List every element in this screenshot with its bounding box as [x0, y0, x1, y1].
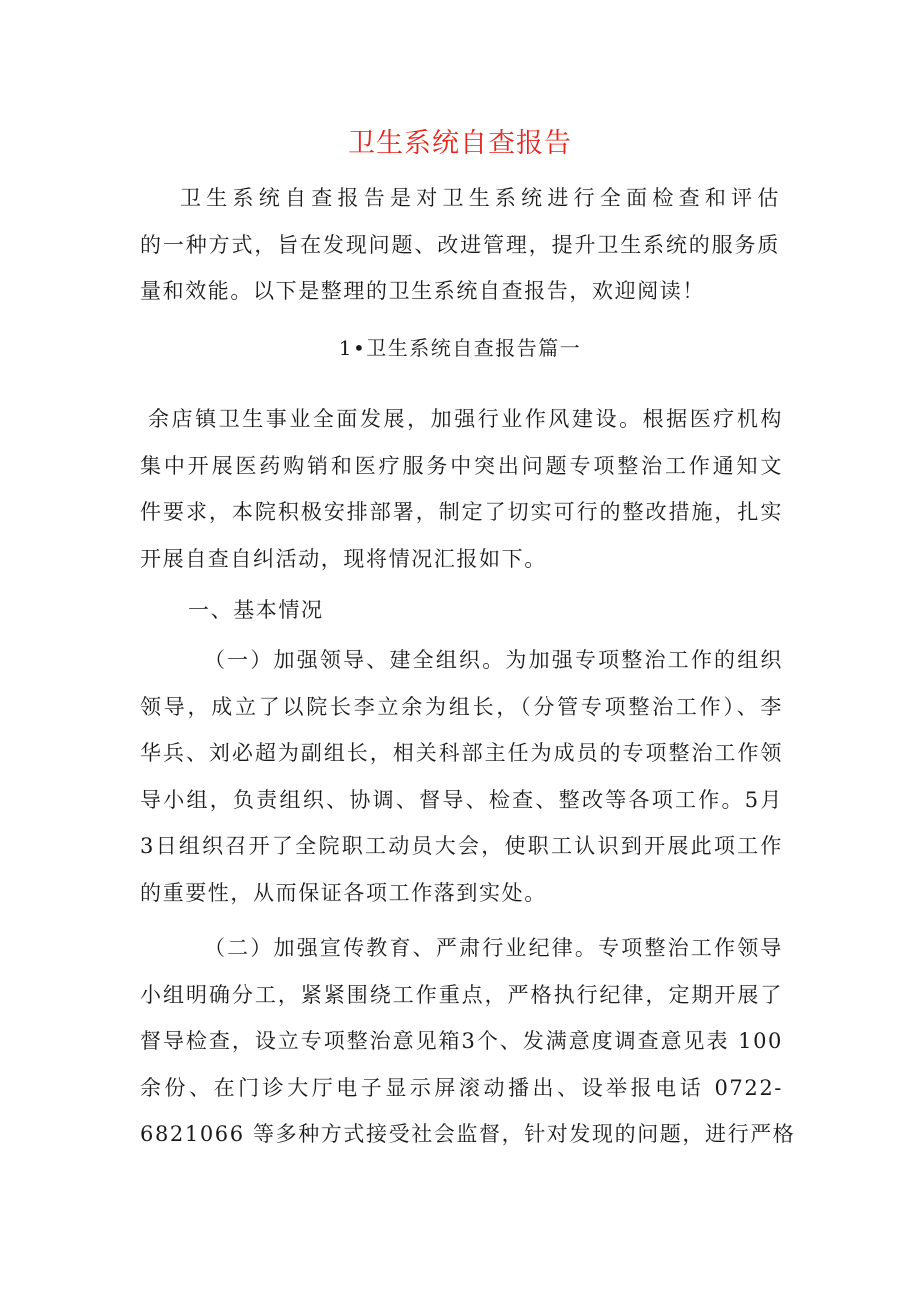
text-line: （二）加强宣传教育、严肃行业纪律。专项整治工作领导	[204, 936, 783, 960]
text-line: 一、基本情况	[188, 598, 324, 622]
text-line: 件要求，本院积极安排部署，制定了切实可行的整改措施，扎实	[140, 500, 783, 524]
intro-paragraph	[140, 175, 780, 315]
text-line: 华兵、刘必超为副组长，相关科部主任为成员的专项整治工作领	[140, 741, 783, 765]
text-line: 余店镇卫生事业全面发展，加强行业作风建设。根据医疗机构	[148, 407, 783, 431]
section-heading: 1•卫生系统自查报告篇一	[338, 336, 582, 360]
text-line: 的重要性，从而保证各项工作落到实处。	[140, 880, 547, 905]
text-line: 量和效能。以下是整理的卫生系统自查报告，欢迎阅读！	[140, 279, 705, 303]
text-line: 督导检查，设立专项整治意见箱3个、发满意度调查意见表 100	[140, 1029, 783, 1053]
text-line: 卫生系统自查报告是对卫生系统进行全面检查和评估	[180, 186, 780, 210]
text-line: 导小组，负责组织、协调、督导、检查、整改等各项工作。5月	[140, 787, 783, 812]
text-line: 领导，成立了以院长李立余为组长，（分管专项整治工作）、李	[140, 694, 783, 719]
paragraph-3	[140, 925, 796, 1158]
text-line: 小组明确分工，紧紧围绕工作重点，严格执行纪律，定期开展了	[140, 982, 783, 1007]
subheading-basic-situation	[188, 587, 488, 634]
text-line: 余份、在门诊大厅电子显示屏滚动播出、设举报电话 0722-	[140, 1075, 783, 1100]
paragraph-1	[140, 396, 783, 582]
text-line: 6821066 等多种方式接受社会监督，针对发现的问题，进行严格	[140, 1122, 796, 1146]
text-line: 开展自查自纠活动，现将情况汇报如下。	[140, 546, 547, 571]
text-line: 3日组织召开了全院职工动员大会，使职工认识到开展此项工作	[140, 834, 783, 858]
text-line: 集中开展医药购销和医疗服务中突出问题专项整治工作通知文	[140, 453, 783, 478]
paragraph-2	[140, 637, 783, 916]
document-title: 卫生系统自查报告	[348, 128, 572, 159]
text-line: （一）加强领导、建全组织。为加强专项整治工作的组织	[204, 648, 783, 672]
text-line: 的一种方式，旨在发现问题、改进管理，提升卫生系统的服务质	[140, 232, 780, 257]
